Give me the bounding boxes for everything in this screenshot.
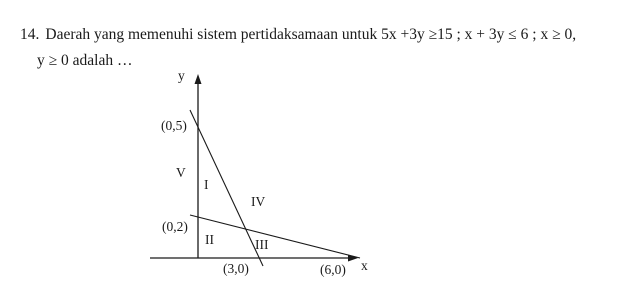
x-axis-label: x (361, 258, 368, 273)
question-line-2: y ≥ 0 adalah … (37, 52, 133, 69)
region-label-I: I (204, 177, 209, 192)
region-label-III: III (255, 237, 269, 252)
point-label-0-5: (0,5) (161, 118, 187, 133)
region-label-V: V (176, 165, 186, 180)
y-axis-label: y (178, 68, 185, 83)
point-label-0-2: (0,2) (162, 219, 188, 234)
question-statement: Daerah yang memenuhi sistem pertidaksamaan untuk 5x +3y ≥15 ; x + 3y ≤ 6 ; x ≥ 0, (45, 26, 577, 43)
line-x-3y-6 (190, 215, 360, 258)
line-5x-3y-15 (190, 110, 266, 266)
y-axis-arrow-icon (195, 74, 202, 84)
point-label-6-0: (6,0) (320, 262, 346, 277)
question-number: 14. (20, 26, 40, 43)
region-label-II: II (205, 232, 214, 247)
point-label-3-0: (3,0) (223, 261, 249, 276)
region-label-IV: IV (251, 194, 266, 209)
